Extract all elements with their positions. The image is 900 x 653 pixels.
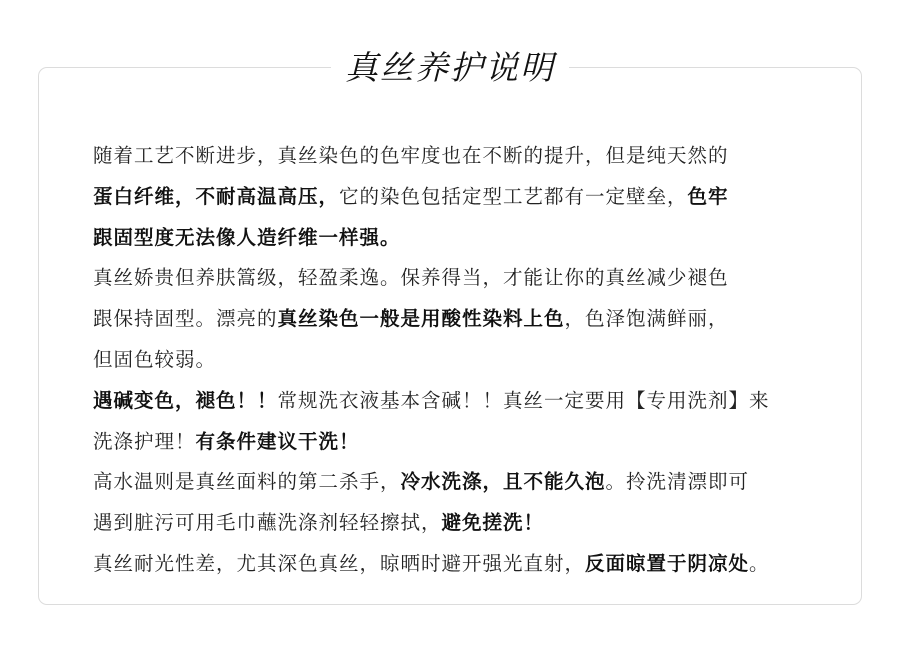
emphasis-text: 有条件建议干洗！ xyxy=(195,429,360,453)
body-text-segment: 但固色较弱。 xyxy=(93,347,217,371)
emphasis-text: 避免搓洗！ xyxy=(441,511,545,535)
emphasis-text: 色牢 xyxy=(687,184,729,208)
body-text-segment: 。 xyxy=(749,551,770,575)
body-text-segment: 它的染色包括定型工艺都有一定壁垒， xyxy=(339,184,688,208)
body-text-segment: 跟保持固型。漂亮的 xyxy=(93,307,278,331)
text-line xyxy=(93,503,853,544)
text-line xyxy=(93,381,853,422)
text-line xyxy=(93,136,853,177)
text-line xyxy=(93,218,853,259)
care-instructions-text xyxy=(93,136,853,585)
body-text-segment: 遇到脏污可用毛巾蘸洗涤剂轻轻擦拭， xyxy=(93,511,442,535)
body-text-segment: ，色泽饱满鲜丽， xyxy=(564,307,729,331)
emphasis-text: 跟固型度无法像人造纤维一样强。 xyxy=(93,225,401,249)
body-text-segment: 常规洗衣液基本含碱！！真丝一定要用【专用洗剂】来 xyxy=(277,388,770,412)
text-line xyxy=(93,258,853,299)
emphasis-text: 冷水洗涤，且不能久泡 xyxy=(400,470,606,494)
text-line xyxy=(93,299,853,340)
emphasis-text: 反面晾置于阴凉处 xyxy=(585,551,750,575)
page-title: 真丝养护说明 xyxy=(331,44,569,92)
text-line xyxy=(93,340,853,381)
emphasis-text: 遇碱变色，褪色！！ xyxy=(93,388,278,412)
text-line xyxy=(93,177,853,218)
body-text-segment: 真丝娇贵但养肤篙级，轻盈柔逸。保养得当，才能让你的真丝减少褪色 xyxy=(93,266,729,290)
text-line xyxy=(93,422,853,463)
emphasis-text: 真丝染色一般是用酸性染料上色 xyxy=(277,307,565,331)
text-line xyxy=(93,462,853,503)
body-text-segment: 。拎洗清漂即可 xyxy=(605,470,750,494)
emphasis-text: 蛋白纤维，不耐高温高压， xyxy=(93,184,340,208)
body-text-segment: 高水温则是真丝面料的第二杀手， xyxy=(93,470,401,494)
body-text-segment: 洗涤护理！ xyxy=(93,429,196,453)
body-text-segment: 随着工艺不断进步，真丝染色的色牢度也在不断的提升，但是纯天然的 xyxy=(93,144,729,167)
text-line xyxy=(93,544,853,585)
body-text-segment: 真丝耐光性差，尤其深色真丝，晾晒时避开强光直射， xyxy=(93,551,586,575)
